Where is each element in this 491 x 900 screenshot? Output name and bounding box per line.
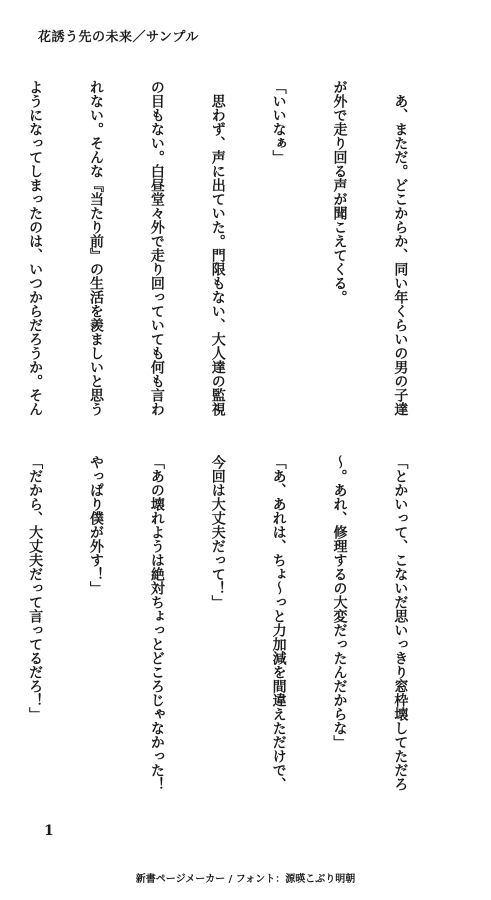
text-line: 今回は大丈夫だって！」 (209, 455, 226, 609)
page-number: 1 (44, 823, 54, 839)
text-line: あ、まただ。どこからか、同い年くらいの男の子達 (392, 80, 409, 416)
text-line: れない。そんな『当たり前』の生活を羨ましいと思う (87, 80, 104, 416)
text-line: ～。あれ、修理するの大変だったんだからな」 (331, 455, 348, 749)
footer-credit: 新書ページメーカー / フォント：源暎こぶり明朝 (135, 874, 356, 885)
text-line: 「だから、大丈夫だって言ってるだろ！」 (27, 455, 44, 721)
text-block-upper (0, 80, 451, 415)
page-title: 花誘う先の未来／サンプル (38, 30, 199, 45)
text-block-lower (0, 455, 451, 790)
text-line: 「とかいって、こないだ思いっきり窓枠壊してただろ (392, 455, 409, 791)
text-line: 「いいなぁ」 (270, 80, 287, 164)
text-line: 「あ、あれは、ちょ～っと力加減を間違えただけで、 (270, 455, 287, 791)
text-line: やっぱり僕が外す！」 (87, 455, 104, 595)
text-line: が外で走り回る声が聞こえてくる。 (331, 80, 348, 304)
text-line: 思わず、声に出ていた。門限もない、大人達の監視 (209, 80, 226, 416)
text-line: 「あの壊れようは絶対ちょっとどころじゃなかった！ (148, 455, 165, 791)
text-line: ようになってしまったのは、いつからだろうか。そん (27, 80, 44, 416)
text-line: の目もない。白昼堂々外で走り回っていても何も言わ (148, 80, 165, 416)
